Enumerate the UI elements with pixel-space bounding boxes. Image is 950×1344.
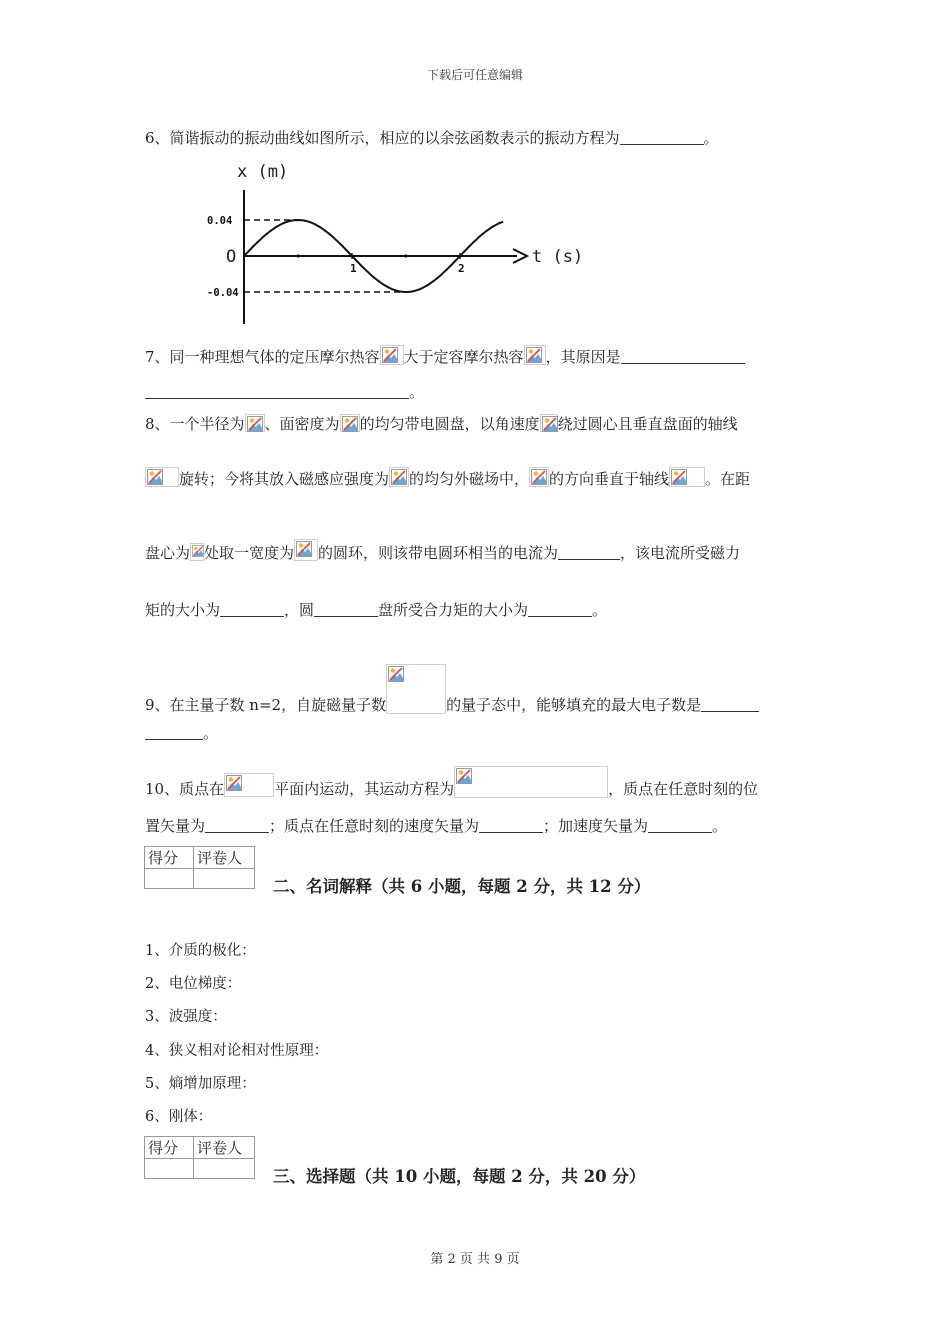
score-label: 得分 [145, 847, 194, 869]
grader-label: 评卷人 [194, 847, 255, 869]
grader-label: 评卷人 [194, 1137, 255, 1159]
term-item: 4、狭义相对论相对性原理： [145, 1043, 329, 1059]
answer-blank[interactable] [479, 818, 543, 833]
answer-blank[interactable] [620, 130, 704, 145]
image-placeholder [294, 539, 318, 561]
question-10-line-2: 置矢量为 ；质点在任意时刻的速度矢量为 ；加速度矢量为 。 [145, 817, 728, 835]
image-placeholder [529, 467, 549, 487]
y-axis-label: x (m) [237, 162, 289, 182]
image-placeholder [340, 414, 360, 432]
answer-blank[interactable] [648, 818, 712, 833]
image-placeholder [540, 414, 558, 432]
question-8-line-4: 矩的大小为 ，圆 盘所受合力矩的大小为 。 [145, 601, 608, 619]
question-9-continued: 。 [145, 723, 218, 743]
question-8-line-1: 8、一个半径为 、面密度为 的均匀带电圆盘，以角速度 绕过圆心且垂直盘面的轴线 [145, 415, 738, 433]
term-item: 6、刚体： [145, 1109, 213, 1125]
image-placeholder [386, 664, 446, 714]
page-header: 下载后可任意编辑 [426, 68, 523, 82]
vibration-curve-chart [195, 156, 595, 328]
section-3-title: 三、选择题（共 10 小题，每题 2 分，共 20 分） [273, 1167, 646, 1186]
answer-blank[interactable] [145, 384, 409, 399]
answer-blank[interactable] [205, 818, 269, 833]
image-placeholder [145, 467, 179, 487]
score-box [144, 846, 255, 889]
term-item: 1、介质的极化： [145, 943, 256, 959]
page-footer: 第 2 页 共 9 页 [430, 1252, 520, 1267]
score-label: 得分 [145, 1137, 194, 1159]
grader-cell[interactable] [194, 1159, 255, 1179]
question-9: 9、在主量子数 n=2，自旋磁量子数 的量子态中，能够填充的最大电子数是 [145, 664, 759, 715]
answer-blank[interactable] [701, 697, 759, 712]
question-7: 7、同一种理想气体的定压摩尔热容 大于定容摩尔热容 ，其原因是 [145, 345, 745, 367]
question-7-continued: 。 [145, 382, 424, 402]
image-placeholder [389, 467, 409, 487]
x-tick-label: 2 [458, 262, 465, 275]
image-placeholder [245, 414, 265, 432]
answer-blank[interactable] [220, 602, 284, 617]
question-6: 6、简谐振动的振动曲线如图所示，相应的以余弦函数表示的振动方程为 。 [145, 129, 719, 147]
x-tick-label: 1 [350, 262, 357, 275]
term-item: 5、熵增加原理： [145, 1076, 256, 1092]
answer-blank[interactable] [314, 602, 378, 617]
section-2-title: 二、名词解释（共 6 小题，每题 2 分，共 12 分） [273, 877, 651, 896]
answer-blank[interactable] [528, 602, 592, 617]
answer-blank[interactable] [145, 725, 203, 740]
image-placeholder [524, 345, 546, 365]
answer-blank[interactable] [558, 545, 620, 560]
q6-text: 6、简谐振动的振动曲线如图所示，相应的以余弦函数表示的振动方程为 [145, 129, 620, 147]
image-placeholder [190, 543, 204, 561]
origin-label: O [226, 247, 237, 267]
image-placeholder [669, 467, 705, 487]
y-tick-label: -0.04 [207, 287, 239, 299]
grader-cell[interactable] [194, 869, 255, 889]
answer-blank[interactable] [621, 349, 745, 364]
term-item: 2、电位梯度： [145, 976, 242, 992]
image-placeholder [224, 773, 274, 797]
question-8-line-2: 旋转；今将其放入磁感应强度为 的均匀外磁场中， 的方向垂直于轴线 。在距 [145, 467, 750, 489]
score-box [144, 1136, 255, 1179]
score-cell[interactable] [145, 1159, 194, 1179]
question-8-line-3: 盘心为 处取一宽度为 的圆环，则该带电圆环相当的电流为 ，该电流所受磁力 [145, 539, 740, 563]
question-10-line-1: 10、质点在 平面内运动，其运动方程为 ，质点在任意时刻的位 [145, 766, 758, 799]
image-placeholder [454, 766, 608, 798]
image-placeholder [380, 345, 404, 365]
y-tick-label: 0.04 [207, 215, 233, 227]
score-cell[interactable] [145, 869, 194, 889]
x-axis-label: t (s) [532, 247, 584, 267]
term-item: 3、波强度： [145, 1009, 227, 1025]
